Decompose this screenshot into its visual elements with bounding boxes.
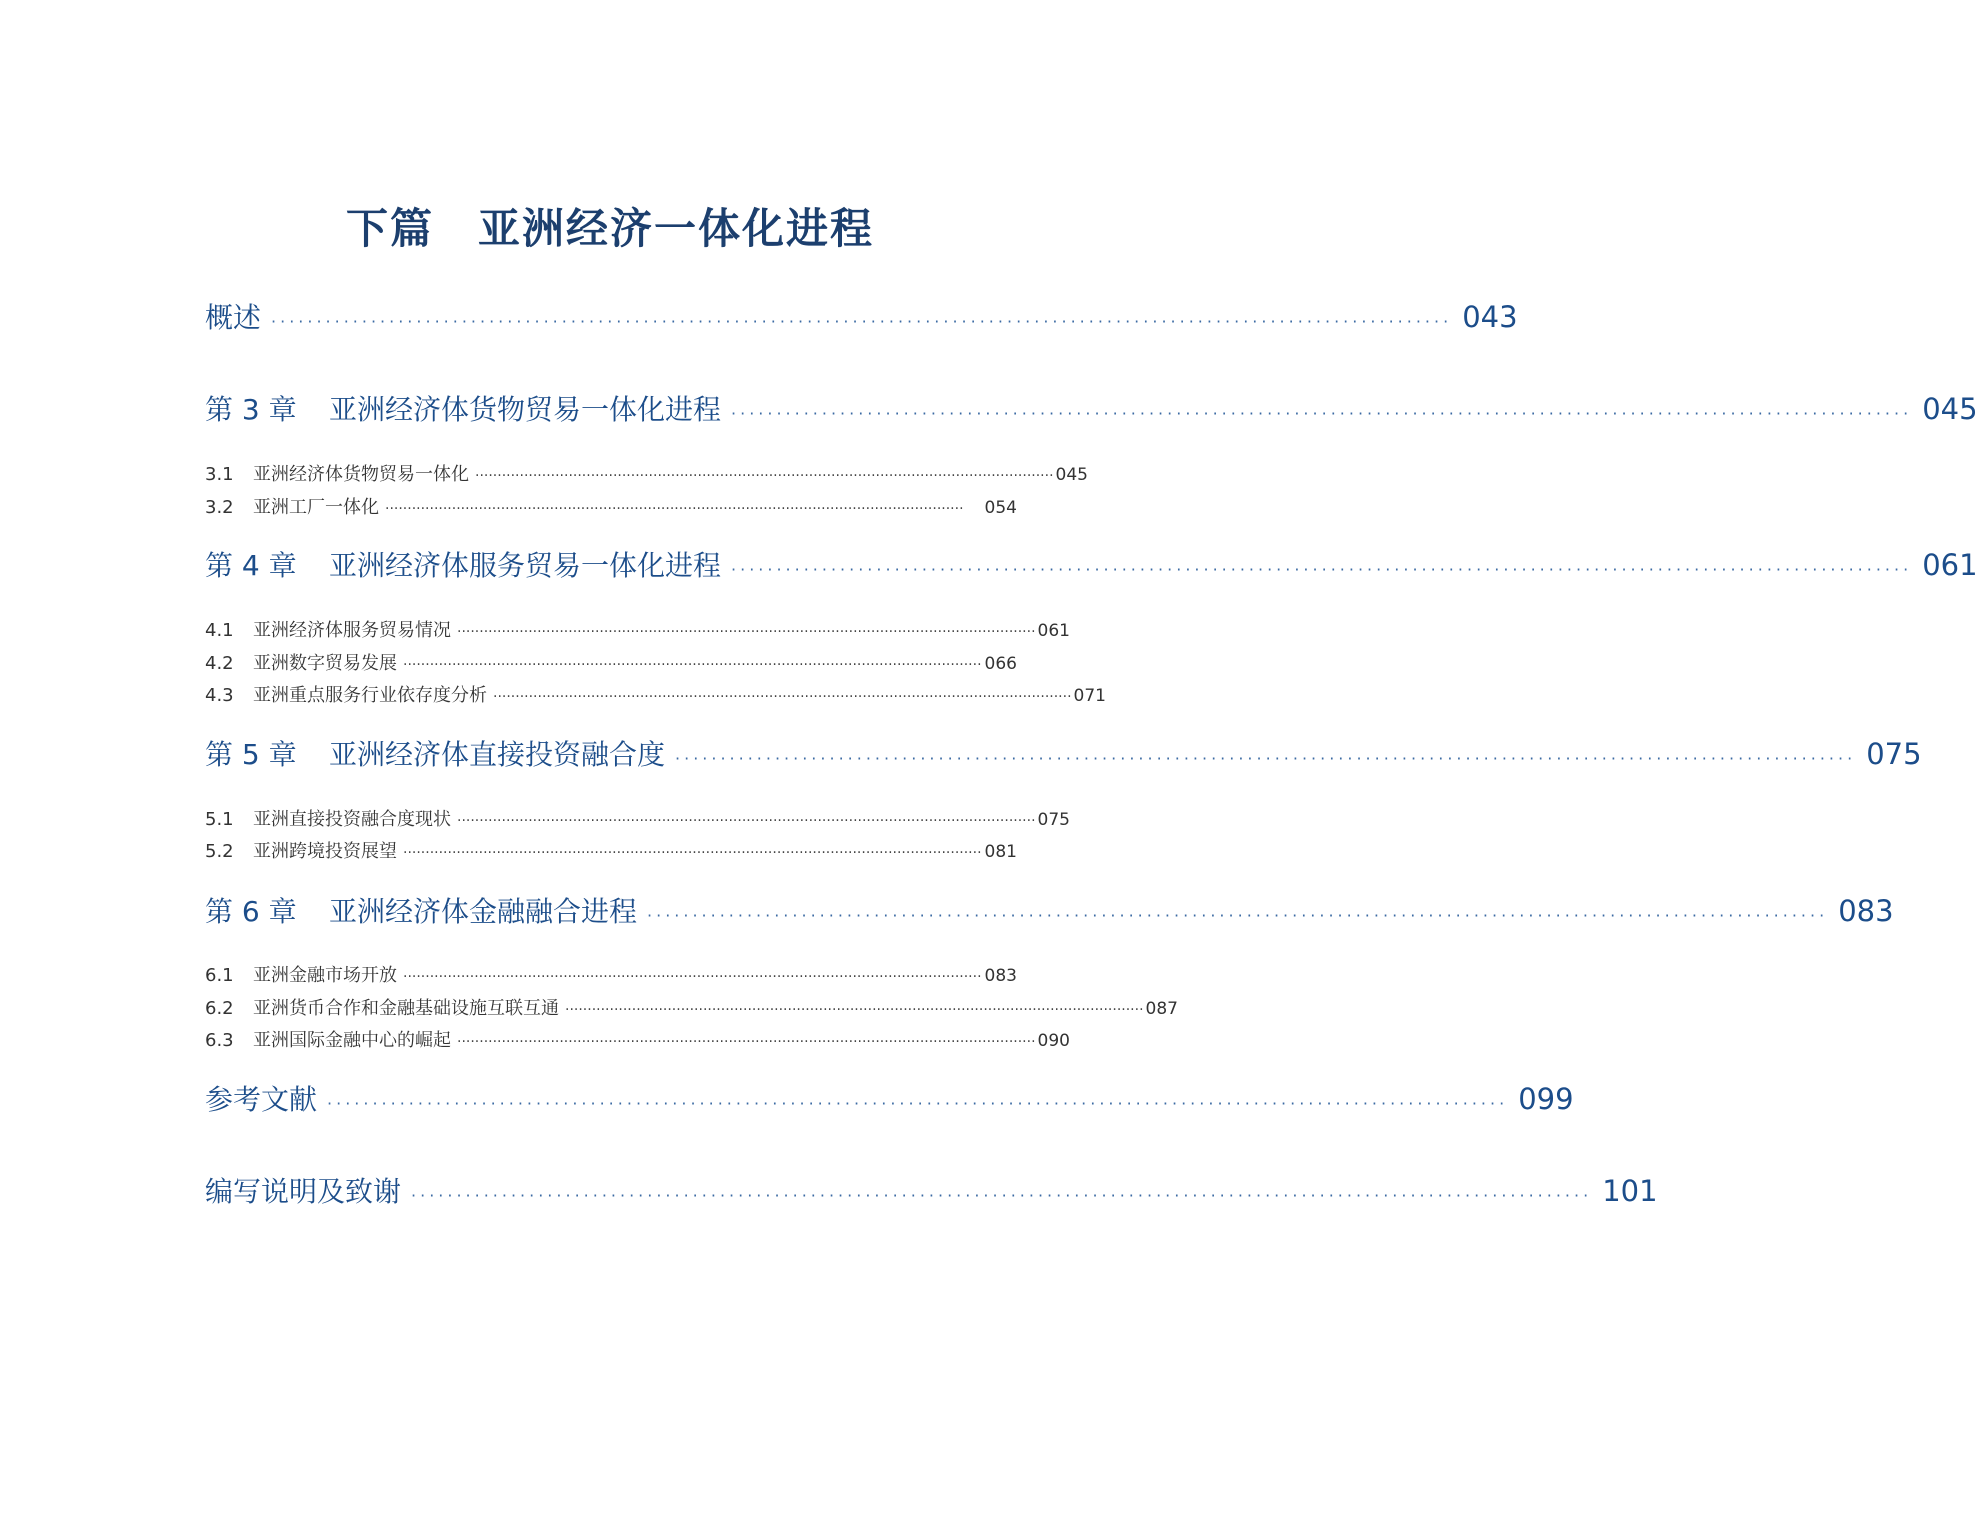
toc-section-4-2[interactable] <box>205 649 1017 675</box>
section-number: 3.2 <box>205 497 234 518</box>
toc-entry-overview[interactable] <box>205 296 1518 336</box>
toc-page-number: 045 <box>1922 392 1978 426</box>
toc-page-number: 101 <box>1602 1174 1658 1208</box>
toc-chapter-3[interactable] <box>205 388 1978 428</box>
dot-leader: ·································································································································· <box>403 845 982 861</box>
toc-page-number: 081 <box>984 842 1017 862</box>
toc-page-number: 075 <box>1866 737 1922 771</box>
dot-leader: ·································································································································· <box>675 749 1857 768</box>
dot-leader: ·································································································································· <box>731 560 1913 579</box>
dot-leader: ·································································································································· <box>457 813 1036 829</box>
section-title: 亚洲国际金融中心的崛起 <box>253 1030 451 1051</box>
toc-page-number: 083 <box>984 966 1017 986</box>
chapter-number: 第 3 章 <box>205 393 297 426</box>
chapter-title: 亚洲经济体货物贸易一体化进程 <box>329 393 722 426</box>
section-title: 亚洲货币合作和金融基础设施互联互通 <box>253 998 559 1019</box>
chapter-number: 第 4 章 <box>205 549 297 582</box>
dot-leader: ·································································································································· <box>493 689 1072 705</box>
toc-section-5-2[interactable] <box>205 837 1017 863</box>
toc-label: 参考文献 <box>205 1083 318 1116</box>
dot-leader: ·································································································································· <box>475 468 1054 484</box>
toc-page-number: 061 <box>1922 548 1978 582</box>
toc-page-number: 075 <box>1037 810 1070 830</box>
toc-label: 编写说明及致谢 <box>205 1175 402 1208</box>
dot-leader: ·································································································································· <box>403 657 982 673</box>
section-number: 6.3 <box>205 1030 234 1051</box>
toc-entry-acknowledgements[interactable] <box>205 1170 1658 1210</box>
section-number: 6.2 <box>205 998 234 1019</box>
dot-leader: ·································································································································· <box>457 1034 1036 1050</box>
toc-section-5-1[interactable] <box>205 805 1070 831</box>
section-title: 亚洲工厂一体化 <box>253 497 379 518</box>
section-title: 亚洲金融市场开放 <box>253 965 397 986</box>
chapter-title: 亚洲经济体直接投资融合度 <box>329 738 666 771</box>
toc-page-number: 071 <box>1073 686 1106 706</box>
chapter-title: 亚洲经济体金融融合进程 <box>329 895 638 928</box>
toc-chapter-5[interactable] <box>205 733 1922 773</box>
toc-chapter-4[interactable] <box>205 544 1978 584</box>
chapter-number: 第 6 章 <box>205 895 297 928</box>
toc-chapter-6[interactable] <box>205 890 1894 930</box>
toc-page-number: 061 <box>1037 621 1070 641</box>
dot-leader: ·································································································································· <box>647 906 1829 925</box>
section-number: 4.1 <box>205 620 234 641</box>
toc-page-number: 090 <box>1037 1031 1070 1051</box>
section-title: 亚洲经济体服务贸易情况 <box>253 620 451 641</box>
chapter-title: 亚洲经济体服务贸易一体化进程 <box>329 549 722 582</box>
dot-leader: ·································································································································· <box>385 501 964 517</box>
toc-page-number: 099 <box>1518 1082 1574 1116</box>
dot-leader: ·································································································································· <box>731 404 1913 423</box>
toc-section-4-1[interactable] <box>205 616 1070 642</box>
toc-page-number: 083 <box>1838 894 1894 928</box>
section-title: 亚洲跨境投资展望 <box>253 841 397 862</box>
section-title: 亚洲重点服务行业依存度分析 <box>253 685 487 706</box>
toc-section-3-1[interactable] <box>205 460 1088 486</box>
toc-page-number: 066 <box>984 654 1017 674</box>
section-title: 亚洲数字贸易发展 <box>253 653 397 674</box>
toc-page-number: 043 <box>1462 300 1518 334</box>
dot-leader: ·································································································································· <box>403 969 982 985</box>
section-number: 4.3 <box>205 685 234 706</box>
dot-leader: ·································································································································· <box>565 1002 1144 1018</box>
toc-page-number: 054 <box>984 498 1017 518</box>
dot-leader: ·································································································································· <box>411 1186 1593 1205</box>
section-title: 亚洲经济体货物贸易一体化 <box>253 464 469 485</box>
chapter-number: 第 5 章 <box>205 738 297 771</box>
section-number: 5.2 <box>205 841 234 862</box>
toc-section-6-1[interactable] <box>205 961 1017 987</box>
toc-page-number: 087 <box>1145 999 1178 1019</box>
section-number: 4.2 <box>205 653 234 674</box>
section-title: 亚洲直接投资融合度现状 <box>253 809 451 830</box>
section-number: 6.1 <box>205 965 234 986</box>
toc-page-number: 045 <box>1055 465 1088 485</box>
dot-leader: ·································································································································· <box>271 312 1453 331</box>
toc-label: 概述 <box>205 301 262 334</box>
toc-section-6-3[interactable] <box>205 1026 1070 1052</box>
toc-entry-references[interactable] <box>205 1078 1574 1118</box>
toc-section-3-2[interactable] <box>205 493 1017 519</box>
section-number: 3.1 <box>205 464 234 485</box>
toc-section-6-2[interactable] <box>205 994 1178 1020</box>
page-title: 下篇 亚洲经济一体化进程 <box>345 204 874 253</box>
toc-section-4-3[interactable] <box>205 681 1106 707</box>
dot-leader: ·································································································································· <box>327 1094 1509 1113</box>
dot-leader: ·································································································································· <box>457 624 1036 640</box>
section-number: 5.1 <box>205 809 234 830</box>
